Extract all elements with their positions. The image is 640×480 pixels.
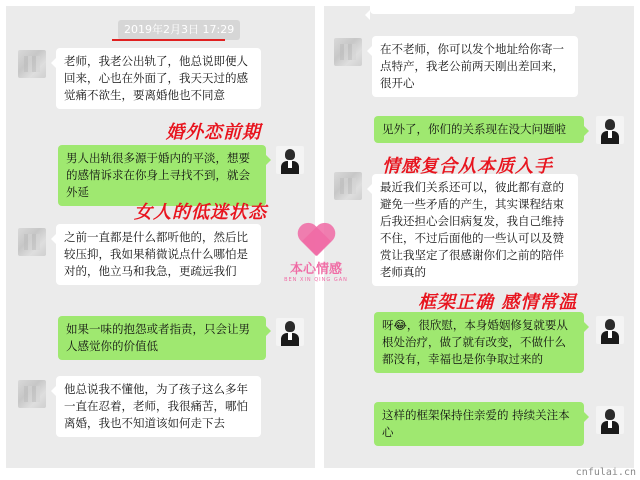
annotation-caption: 婚外恋前期 (166, 122, 261, 143)
client-avatar[interactable] (334, 172, 362, 200)
teacher-message-bubble[interactable]: 见外了，你们的关系现在没大问题啦 (374, 116, 584, 143)
timestamp-underline (112, 39, 225, 41)
client-message-bubble[interactable]: 最近我们关系还可以，彼此都有意的避免一些矛盾的产生，其实课程结束后我还担心会旧病复发，我自己维持不住，不过后面他的一些认可以及赞赏让我坚定了很感谢你们之前的陪伴老师真的 (372, 174, 578, 286)
teacher-avatar[interactable] (276, 318, 304, 346)
client-avatar[interactable] (18, 50, 46, 78)
client-message-bubble[interactable]: 之前一直都是什么都听他的，然后比较压抑，我如果稍微说点什么哪怕是对的，他立马和我急，更疏远我们 (56, 224, 261, 285)
teacher-avatar[interactable] (596, 116, 624, 144)
client-message-bubble[interactable]: 在不老师，你可以发个地址给你寄一点特产，我老公前两天刚出差回来，很开心 (372, 36, 578, 97)
watermark-title: 本心情感 (289, 262, 342, 277)
client-message-bubble[interactable]: 他总说我不懂他，为了孩子这么多年一直在忍着，老师，我很痛苦，哪怕离婚，我也不知道该如何走下去 (56, 376, 261, 437)
teacher-avatar[interactable] (596, 406, 624, 434)
client-avatar[interactable] (18, 380, 46, 408)
client-avatar[interactable] (18, 228, 46, 256)
annotation-caption: 情感复合从本质入手 (382, 156, 553, 177)
left-chat-panel (6, 6, 315, 468)
annotation-caption: 女人的低迷状态 (134, 202, 267, 223)
site-watermark: cnfulai.cn (575, 467, 636, 478)
teacher-message-bubble[interactable]: 男人出轨很多源于婚内的平淡，想要的感情诉求在你身上寻找不到，就会外延 (58, 145, 266, 206)
annotation-caption: 框架正确 感情常温 (418, 292, 578, 313)
teacher-message-bubble[interactable]: 如果一味的抱怨或者指责，只会让男人感觉你的价值低 (58, 316, 266, 360)
heart-icon (296, 224, 336, 258)
message-timestamp: 2019年2月3日 17:29 (118, 20, 240, 40)
client-avatar[interactable] (334, 38, 362, 66)
brand-watermark (276, 224, 356, 296)
right-chat-panel (324, 6, 634, 468)
teacher-message-bubble[interactable]: 这样的框架保持住亲爱的 持续关注本心 (374, 402, 584, 446)
teacher-message-bubble[interactable]: 呀😂，很欣慰，本身婚姻修复就要从根处治疗，做了就有改变，不做什么都没有，幸福也是你争取过来的 (374, 312, 584, 373)
cropped-message-bubble (370, 6, 575, 14)
client-message-bubble[interactable]: 老师，我老公出轨了，他总说即便人回来，心也在外面了，我天天过的感觉痛不欲生，要离婚他也不同意 (56, 48, 261, 109)
teacher-avatar[interactable] (276, 146, 304, 174)
watermark-subtitle: BEN XIN QING GAN (284, 277, 348, 283)
teacher-avatar[interactable] (596, 316, 624, 344)
